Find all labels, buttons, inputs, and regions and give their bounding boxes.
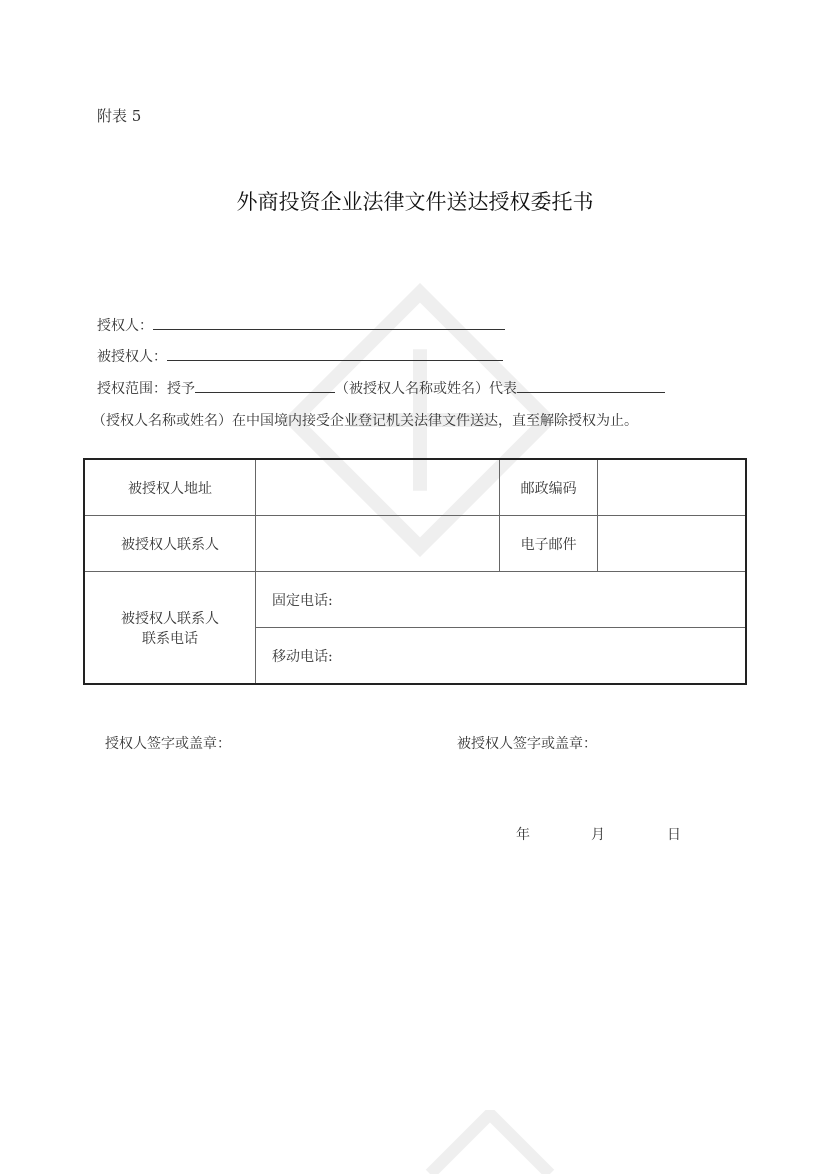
table-row: [84, 572, 746, 628]
appendix-label: 附表 5: [97, 107, 142, 125]
scope-grantee-input-line[interactable]: [195, 378, 335, 393]
email-cell[interactable]: [597, 516, 746, 572]
date-year-label: 年: [516, 827, 530, 843]
address-label: 被授权人地址: [84, 459, 255, 516]
document-title: 外商投资企业法律文件送达授权委托书: [236, 190, 594, 214]
grantor-input-line[interactable]: [153, 315, 505, 330]
scope-grantor-input-line[interactable]: [517, 378, 665, 393]
landline-cell[interactable]: [255, 572, 746, 628]
phone-label: [84, 572, 255, 685]
postcode-cell[interactable]: [597, 459, 746, 516]
date-day-label: 日: [667, 827, 681, 843]
contact-table: [83, 458, 747, 685]
contact-label: 被授权人联系人: [84, 516, 255, 572]
scope-line2: （授权人名称或姓名）在中国境内接受企业登记机关法律文件送达，直至解除授权为止。: [92, 413, 638, 429]
mobile-label: 移动电话:: [271, 648, 333, 665]
scope-field: [97, 378, 665, 398]
grantor-field: [97, 315, 505, 335]
mobile-cell[interactable]: [255, 628, 746, 685]
grantee-label: 被授权人：: [97, 349, 167, 365]
table-row: [84, 516, 746, 572]
table-row: [84, 459, 746, 516]
date-month-label: 月: [591, 827, 605, 843]
phone-label-line1: 被授权人联系人: [120, 610, 219, 627]
landline-label: 固定电话:: [271, 592, 333, 609]
contact-cell[interactable]: [255, 516, 499, 572]
phone-label-line2: 联系电话: [141, 630, 198, 647]
postcode-label: 邮政编码: [500, 459, 598, 516]
grantee-signature-label: 被授权人签字或盖章：: [457, 736, 597, 752]
grantor-label: 授权人：: [97, 318, 153, 334]
grantor-signature-label: 授权人签字或盖章：: [105, 736, 231, 752]
grantee-input-line[interactable]: [167, 346, 503, 361]
watermark-logo-icon: [420, 1110, 560, 1174]
address-cell[interactable]: [255, 459, 499, 516]
email-label: 电子邮件: [500, 516, 598, 572]
grantee-field: [97, 346, 503, 366]
scope-label: 授权范围：授予: [97, 381, 195, 397]
scope-mid-text: （被授权人名称或姓名）代表: [335, 381, 517, 397]
